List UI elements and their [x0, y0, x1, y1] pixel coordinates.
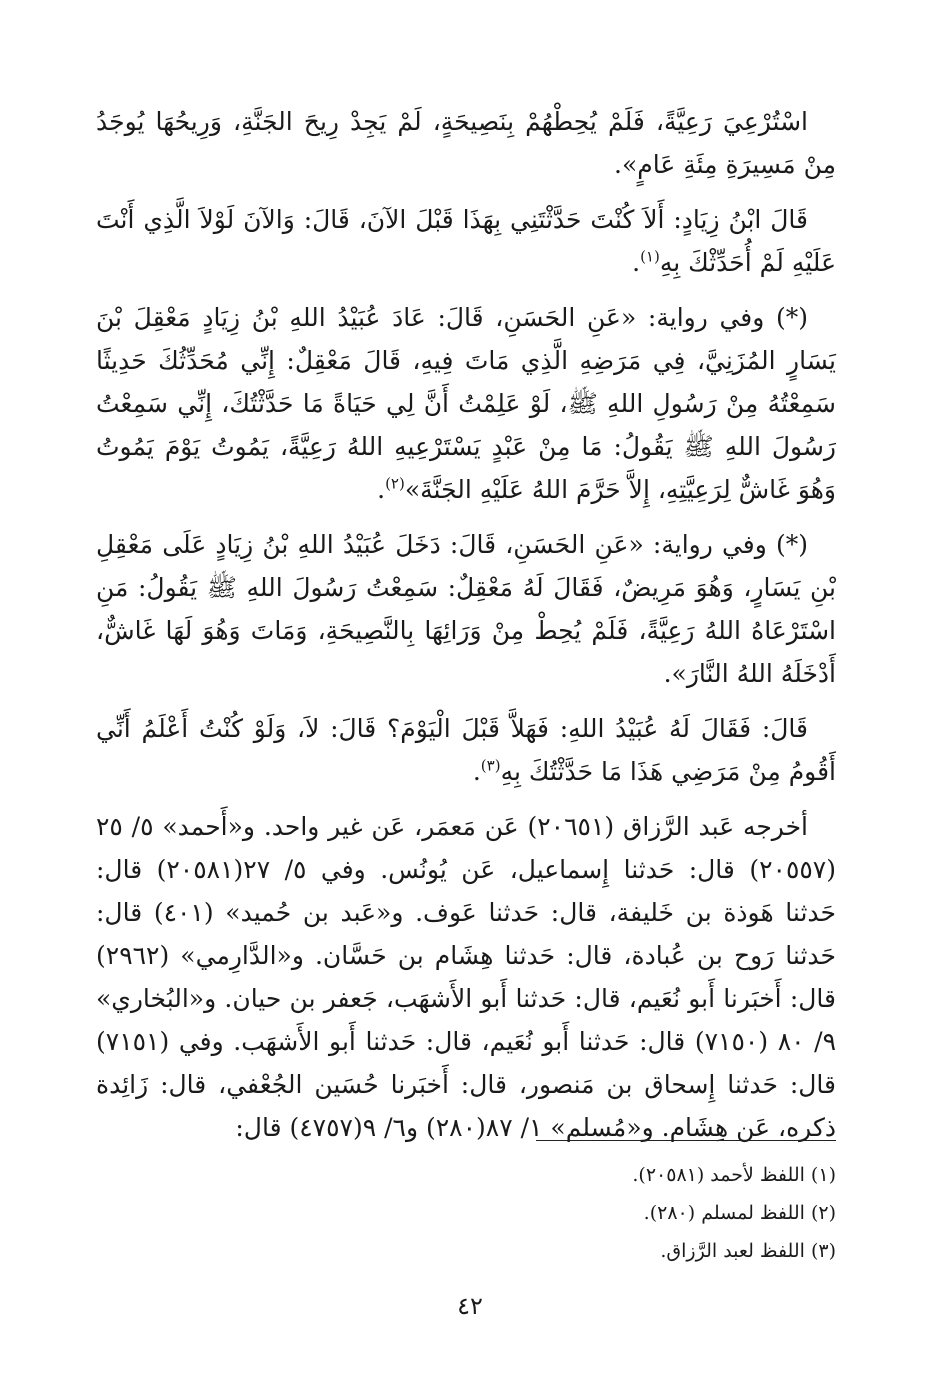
paragraph-text: (*) وفي رواية: «عَنِ الحَسَنِ، قَالَ: عَادَ عُبَيْدُ اللهِ بْنُ زِيَادٍ مَعْقِلَ بْنَ يَسَارٍ المُزَنِيَّ، فِي مَرَضِهِ الَّذِي مَاتَ فِيهِ، قَالَ مَعْقِلٌ: إِنِّي مُحَدِّثُكَ حَدِيثًا سَمِعْتُهُ مِنْ رَسُولِ اللهِ ﷺ، لَوْ عَلِمْتُ أَنَّ لِي حَيَاةً مَا حَدَّثْتُكَ، إِنِّي سَمِعْتُ رَسُولَ اللهِ ﷺ يَقُولُ: مَا مِنْ عَبْدٍ يَسْتَرْعِيهِ اللهُ رَعِيَّةً، يَمُوتُ يَوْمَ يَمُوتُ وَهُوَ غَاشٌّ لِرَعِيَّتِهِ، إِلاَّ حَرَّمَ اللهُ عَلَيْهِ الجَنَّةَ»	[96, 303, 836, 504]
footnote-2: (٢) اللفظ لمسلم (٢٨٠).	[643, 1202, 836, 1224]
page-number: ٤٢	[457, 1292, 483, 1320]
paragraph-ubaydullah-reply	[96, 707, 836, 793]
paragraph-text: (*) وفي رواية: «عَنِ الحَسَنِ، قَالَ: دَخَلَ عُبَيْدُ اللهِ بْنُ زِيَادٍ عَلَى مَعْقِلِ بْنِ يَسَارٍ، وَهُوَ مَرِيضٌ، فَقَالَ لَهُ مَعْقِلٌ: سَمِعْتُ رَسُولَ اللهِ ﷺ يَقُولُ: مَنِ اسْتَرْعَاهُ اللهُ رَعِيَّةً، فَلَمْ يُحِطْ مِنْ وَرَائِهَا بِالنَّصِيحَةِ، وَمَاتَ وَهُوَ لَهَا غَاشٌّ، أَدْخَلَهُ اللهُ النَّارَ».	[96, 530, 836, 688]
paragraph-end-mark: .	[632, 248, 641, 277]
footnote-3: (٣) اللفظ لعبد الرَّزاق.	[660, 1240, 836, 1262]
paragraph-end-mark: .	[377, 475, 386, 504]
footnote-ref-1[interactable]: (١)	[640, 247, 660, 266]
paragraph-text: أخرجه عَبد الرَّزاق (٢٠٦٥١) عَن مَعمَر، عَن غير واحد. و«أَحمد» ٥/ ٢٥ (٢٠٥٥٧) قال: حَدثنا إِسماعيل، عَن يُونُس. وفي ٥/ ٢٧(٢٠٥٨١) قال: حَدثنا هَوذة بن خَليفة، قال: حَدثنا عَوف. و«عَبد بن حُميد» (٤٠١) قال: حَدثنا رَوح بن عُبادة، قال: حَدثنا هِشَام بن حَسَّان. و«الدَّارِمي» (٢٩٦٢) قال: أَخبَرنا أَبو نُعَيم، قال: حَدثنا أَبو الأَشهَب، جَعفر بن حيان. و«البُخاري» ٩/ ٨٠ (٧١٥٠) قال: حَدثنا أَبو نُعَيم، قال: حَدثنا أَبو الأَشهَب. وفي (٧١٥١) قال: حَدثنا إِسحاق بن مَنصور، قال: أَخبَرنا حُسَين الجُعْفي، قال: زَائِدة ذكره، عَن هِشَام. و«مُسلم» ١/ ٨٧(٢٨٠) و٦/ ٩(٤٧٥٧) قال:	[96, 812, 837, 1142]
paragraph-end-mark: .	[472, 757, 481, 786]
paragraph-text: قَالَ ابْنُ زِيَادٍ: أَلاَ كُنْتَ حَدَّثْتَنِي بِهَذَا قَبْلَ الآنَ، قَالَ: وَالآنَ لَوْلاَ الَّذِي أَنْتَ عَلَيْهِ لَمْ أُحَدِّثْكَ بِهِ	[96, 205, 836, 277]
page-body	[96, 100, 836, 1161]
paragraph-takhrij	[96, 805, 836, 1149]
footnote-ref-3[interactable]: (٣)	[480, 756, 501, 775]
footnotes	[96, 1156, 836, 1270]
footnote-ref-2[interactable]: (٢)	[385, 474, 405, 493]
paragraph-hadith-end	[96, 100, 836, 186]
paragraph-riwaya-1	[96, 296, 836, 511]
paragraph-text: اسْتُرْعِيَ رَعِيَّةً، فَلَمْ يُحِطْهُمْ بِنَصِيحَةٍ، لَمْ يَجِدْ رِيحَ الجَنَّةِ، وَرِيحُهَا يُوجَدُ مِنْ مَسِيرَةِ مِئَةِ عَامٍ».	[96, 107, 836, 179]
footnote-1: (١) اللفظ لأحمد (٢٠٥٨١).	[632, 1164, 836, 1186]
paragraph-ibn-ziyad-reply	[96, 198, 836, 284]
paragraph-riwaya-2	[96, 523, 836, 695]
footnote-divider	[536, 1140, 836, 1141]
paragraph-text: قَالَ: فَقَالَ لَهُ عُبَيْدُ اللهِ: فَهَلاَّ قَبْلَ الْيَوْمَ؟ قَالَ: لاَ، وَلَوْ كُنْتُ أَعْلَمُ أَنِّي أَقُومُ مِنْ مَرَضِي هَذَا مَا حَدَّثْتُكَ بِهِ	[96, 714, 836, 786]
